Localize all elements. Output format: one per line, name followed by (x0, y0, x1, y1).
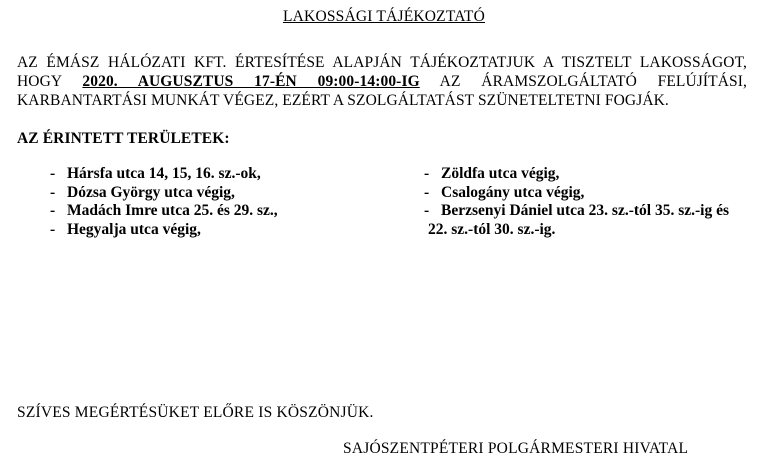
area-item-continuation: 22. sz.-tól 30. sz.-ig. (428, 220, 556, 238)
affected-areas-heading: AZ ÉRINTETT TERÜLETEK: (17, 130, 230, 147)
bullet-dash: - (424, 202, 430, 219)
area-item: - Zöldfa utca végig, (424, 165, 560, 182)
notice-title: LAKOSSÁGI TÁJÉKOZTATÓ (282, 8, 485, 25)
area-item: - Berzsenyi Dániel utca 23. sz.-tól 35. sz.-ig és (424, 202, 729, 219)
bullet-dash: - (50, 220, 56, 238)
affected-areas-left-list (50, 165, 380, 239)
area-item: - Hegyalja utca végig, (50, 220, 201, 238)
bullet-dash: - (50, 183, 56, 201)
affected-areas-right-list (424, 165, 764, 239)
area-item: - Hársfa utca 14, 15, 16. sz.-ok, (50, 165, 261, 182)
area-item: - Madách Imre utca 25. és 29. sz., (50, 202, 278, 219)
bullet-dash: - (50, 165, 56, 182)
intro-text-start: AZ ÉMÁSZ HÁLÓZATI KFT. ÉRTESÍTÉSE ALAPJÁN TÁJÉKOZTATJUK A TISZTELT LAKOSSÁGOT, HOGY (17, 54, 747, 90)
intro-paragraph (17, 53, 747, 110)
area-item: - Csalogány utca végig, (424, 183, 585, 201)
signature: SAJÓSZENTPÉTERI POLGÁRMESTERI HIVATAL (343, 440, 689, 457)
intro-text-end: AZ ÁRAMSZOLGÁLTATÓ FELÚJÍTÁSI, KARBANTARTÁSI MUNKÁT VÉGEZ, EZÉRT A SZOLGÁLTATÁST SZÜNETELTETNI FOGJÁK. (17, 73, 747, 109)
closing-line: SZÍVES MEGÉRTÉSÜKET ELŐRE IS KÖSZÖNJÜK. (17, 404, 374, 421)
bullet-dash: - (424, 183, 430, 201)
bullet-dash: - (424, 165, 430, 182)
bullet-dash: - (50, 202, 56, 219)
outage-date: 2020. AUGUSZTUS 17-ÉN 09:00-14:00-IG (82, 73, 420, 90)
area-item: - Dózsa György utca végig, (50, 183, 235, 201)
